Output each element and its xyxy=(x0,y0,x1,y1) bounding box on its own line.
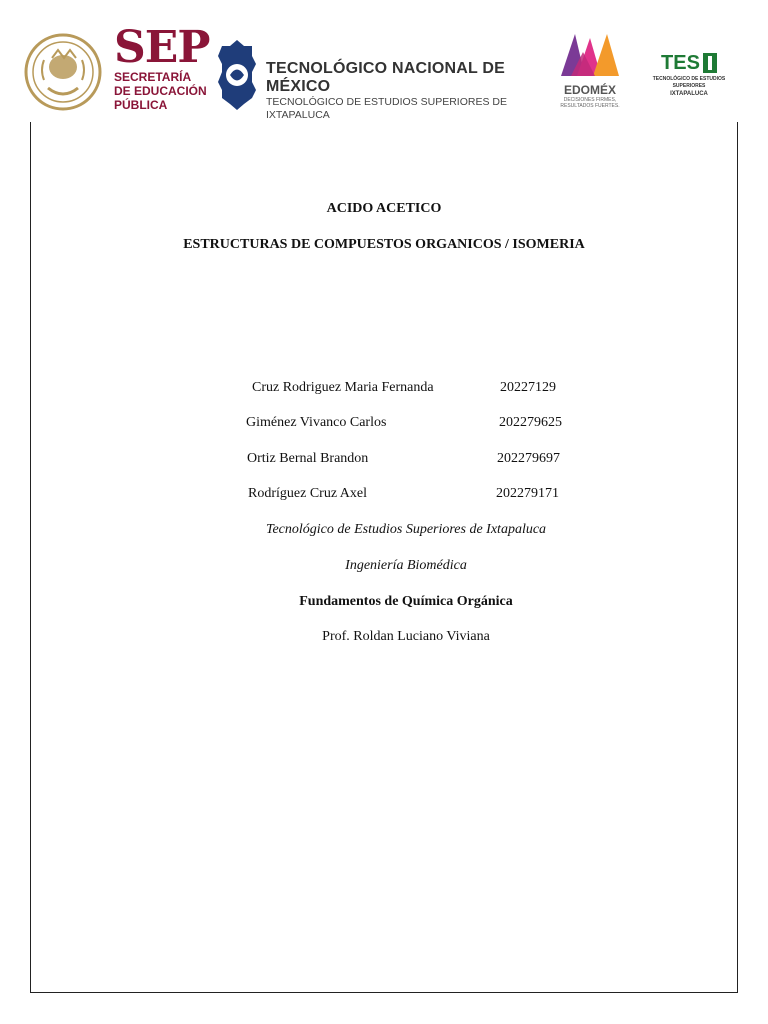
document-title: ACIDO ACETICO xyxy=(326,201,442,216)
tecnm-line1: TECNOLÓGICO NACIONAL DE MÉXICO xyxy=(266,60,505,95)
edomex-name: EDOMÉX xyxy=(563,83,616,97)
course-name: Fundamentos de Química Orgánica xyxy=(299,594,513,609)
student-name: Giménez Vivanco Carlos xyxy=(246,415,387,430)
header-logos xyxy=(0,0,768,122)
student-name: Cruz Rodriguez Maria Fernanda xyxy=(252,380,434,395)
sep-line3: PÚBLICA xyxy=(114,98,168,112)
student-id: 202279697 xyxy=(497,451,560,466)
career-name: Ingeniería Biomédica xyxy=(345,558,467,573)
student-id: 202279171 xyxy=(496,486,559,501)
tecnm-line2: TECNOLÓGICO DE ESTUDIOS SUPERIORES DE IXTAPALUCA xyxy=(266,96,507,121)
tesi-line2: IXTAPALUCA xyxy=(670,91,708,97)
tesi-name: TES xyxy=(661,52,700,74)
student-id: 202279625 xyxy=(499,415,562,430)
sep-logo xyxy=(114,22,214,122)
student-name: Rodríguez Cruz Axel xyxy=(248,486,367,501)
mexico-seal-logo xyxy=(22,22,104,122)
institution-name: Tecnológico de Estudios Superiores de Ixtapaluca xyxy=(265,522,547,537)
edomex-tagline2: RESULTADOS FUERTES. xyxy=(560,103,620,109)
edomex-mark-icon xyxy=(557,30,623,78)
sep-logo-text: SEP xyxy=(114,22,210,73)
sep-line1: SECRETARÍA xyxy=(114,70,192,84)
professor-name: Prof. Roldan Luciano Viviana xyxy=(322,629,490,644)
tesi-line1: TECNOLÓGICO DE ESTUDIOS SUPERIORES xyxy=(652,76,726,89)
edomex-logo xyxy=(554,30,626,116)
tecnm-logo-text xyxy=(266,60,546,121)
student-name: Ortiz Bernal Brandon xyxy=(247,451,369,466)
sep-line2: DE EDUCACIÓN xyxy=(114,84,207,98)
student-id: 20227129 xyxy=(500,380,556,395)
edomex-tagline1: DECISIONES FIRMES, xyxy=(563,97,617,103)
document-subtitle: ESTRUCTURAS DE COMPUESTOS ORGANICOS / ISOMERIA xyxy=(183,237,585,252)
tesi-i-icon xyxy=(703,53,717,73)
tesi-logo xyxy=(636,52,742,102)
tecnm-gear-icon xyxy=(218,38,256,112)
